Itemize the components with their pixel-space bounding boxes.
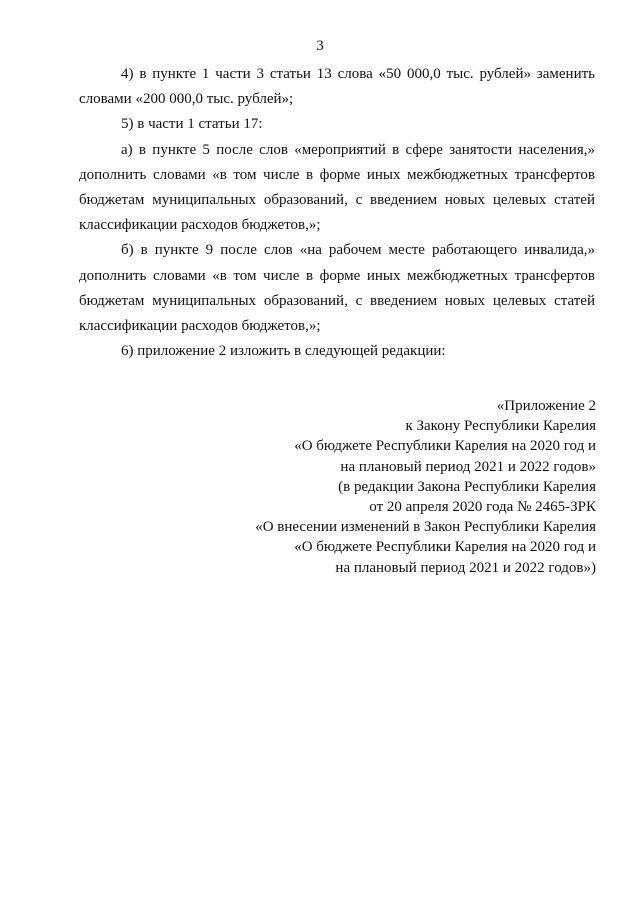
appendix-amendment-line: (в редакции Закона Республики Карелия xyxy=(338,478,596,495)
appendix-amendment-title-line: «О бюджете Республики Карелия на 2020 год и xyxy=(294,539,596,556)
appendix-law-title-line: на плановый период 2021 и 2022 годов» xyxy=(340,458,596,475)
appendix-amendment-title-line: на плановый период 2021 и 2022 годов») xyxy=(335,559,596,576)
appendix-amendment-title-line: «О внесении изменений в Закон Республики Карелия xyxy=(255,519,596,536)
paragraph-item-4: 4) в пункте 1 части 3 статьи 13 слова «50 000,0 тыс. рублей» заменить словами «200 000,0 тыс. рублей»; xyxy=(79,66,595,108)
appendix-law-title-line: «О бюджете Республики Карелия на 2020 год и xyxy=(294,438,596,455)
paragraph-subitem-a: а) в пункте 5 после слов «мероприятий в сфере занятости населения,» дополнить словами «в том числе в форме иных межбюджетных трансфертов бюджетам муниципальных образований, с введением новых целевых статей классификации расходов бюджетов,»; xyxy=(79,141,595,234)
paragraph-item-5: 5) в части 1 статьи 17: xyxy=(121,116,263,133)
appendix-title-line: «Приложение 2 xyxy=(496,398,596,414)
appendix-header-block xyxy=(236,396,596,578)
page-number: 3 xyxy=(316,38,324,54)
appendix-amendment-date-line: от 20 апреля 2020 года № 2465-ЗРК xyxy=(369,499,596,516)
document-body xyxy=(79,62,595,364)
paragraph-subitem-b: б) в пункте 9 после слов «на рабочем месте работающего инвалида,» дополнить словами «в том числе в форме иных межбюджетных трансфертов бюджетам муниципальных образований, с введением новых целевых статей классификации расходов бюджетов,»; xyxy=(79,242,595,335)
appendix-law-reference-line: к Закону Республики Карелия xyxy=(405,418,596,435)
paragraph-item-6: 6) приложение 2 изложить в следующей редакции: xyxy=(121,343,446,360)
